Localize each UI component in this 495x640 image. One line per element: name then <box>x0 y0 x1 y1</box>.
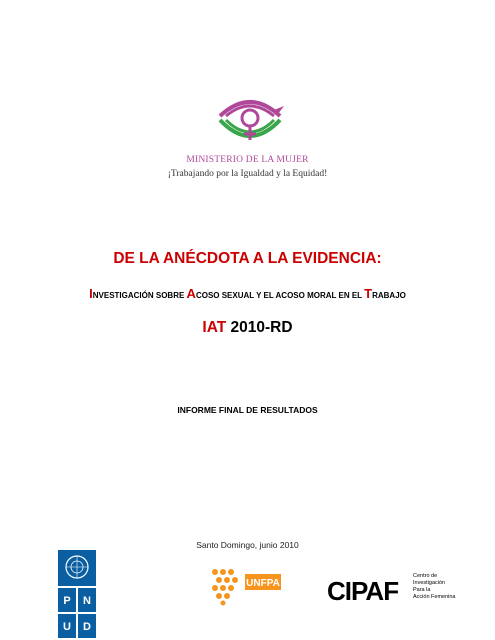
ministerio-logo-icon <box>212 86 288 158</box>
subtitle-initial: T <box>364 286 373 301</box>
pnud-letter: D <box>83 621 91 633</box>
code-acronym: IAT <box>202 319 227 336</box>
pnud-letter: N <box>83 595 91 607</box>
subtitle-initial: I <box>89 286 93 301</box>
document-subtitle <box>0 285 495 303</box>
subtitle-text: NVESTIGACIÓN SOBRE <box>92 291 187 300</box>
unfpa-logo <box>209 566 296 606</box>
subtitle-text: COSO SEXUAL Y EL ACOSO MORAL EN EL <box>195 291 365 300</box>
pnud-letter: U <box>63 621 71 633</box>
ministry-name: MINISTERIO DE LA MUJER <box>186 155 309 165</box>
un-emblem-icon <box>66 556 88 578</box>
cipaf-tagline: Investigación <box>413 580 446 586</box>
cipaf-tagline: Para la <box>413 587 431 593</box>
ministry-slogan: ¡Trabajando por la Igualdad y la Equidad! <box>167 169 328 179</box>
document-title: DE LA ANÉCDOTA A LA EVIDENCIA: <box>113 250 382 267</box>
cipaf-logo <box>327 568 456 608</box>
subtitle-text: RABAJO <box>372 291 406 300</box>
unfpa-people-icon <box>212 569 238 606</box>
code-year: 2010-RD <box>226 319 293 336</box>
place-date: Santo Domingo, junio 2010 <box>196 540 299 550</box>
cipaf-tagline: Acción Femenina <box>413 594 456 600</box>
cipaf-tagline: Centro de <box>413 573 438 579</box>
pnud-logo <box>58 550 96 638</box>
report-type: INFORME FINAL DE RESULTADOS <box>177 405 318 415</box>
cipaf-text: CIPAF <box>327 576 399 606</box>
document-code <box>0 319 495 337</box>
unfpa-text: UNFPA <box>246 578 280 589</box>
subtitle-initial: A <box>186 286 196 301</box>
pnud-letter: P <box>63 595 71 607</box>
